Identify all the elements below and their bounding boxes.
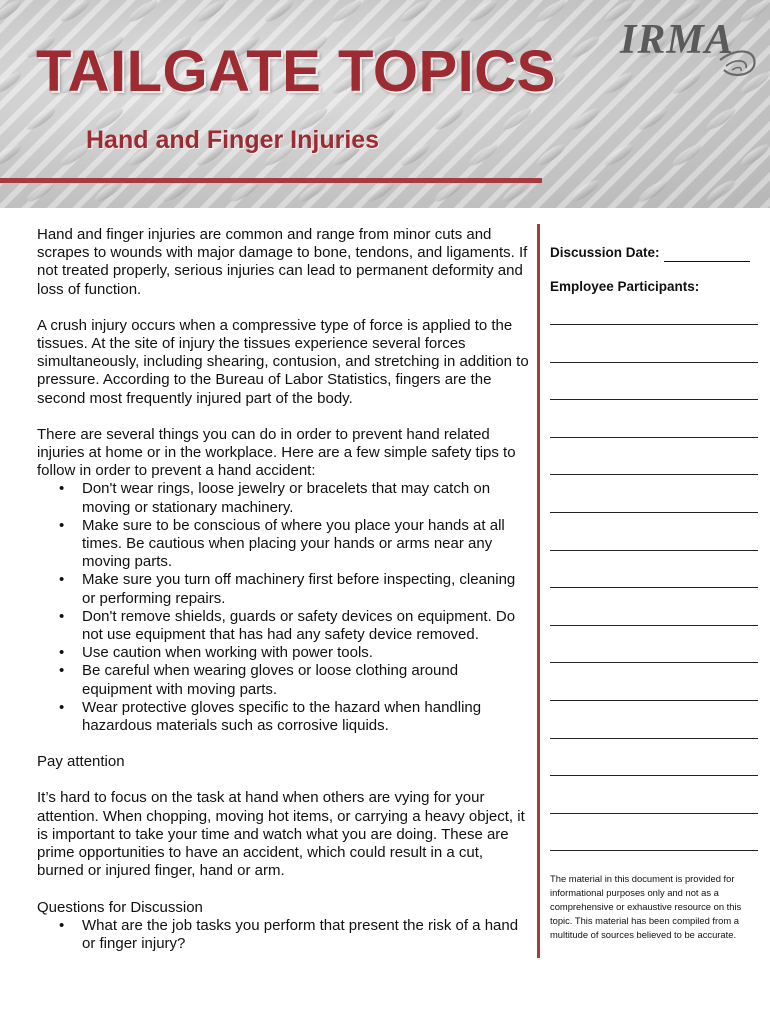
plate-diamond	[0, 141, 24, 169]
participant-line[interactable]	[550, 324, 758, 362]
list-item: • Wear protective gloves specific to the hazard when handling hazardous materials such as corrosive liquids.	[37, 699, 531, 735]
participant-line[interactable]	[550, 700, 758, 738]
tips-intro: There are several things you can do in order to prevent hand related injuries at home or in the workplace. Here are a few simple safety tips to follow in order to prevent a hand accident:	[37, 425, 516, 480]
plate-diamond	[262, 0, 296, 25]
list-item: • What are the job tasks you perform that present the risk of a hand or finger injury?	[37, 917, 531, 953]
irma-logo	[620, 16, 760, 82]
safety-tips-list	[37, 480, 531, 735]
participant-line[interactable]	[550, 437, 758, 475]
plate-diamond	[500, 105, 534, 133]
discussion-date-field[interactable]	[664, 248, 750, 262]
plate-diamond	[534, 141, 568, 169]
participant-line[interactable]	[550, 625, 758, 663]
list-item: • Use caution when working with power tools.	[37, 644, 531, 662]
participant-line[interactable]	[550, 362, 758, 400]
list-item: • Be careful when wearing gloves or loose clothing around equipment with moving parts.	[37, 662, 531, 698]
participant-lines	[550, 324, 758, 888]
participant-line[interactable]	[550, 399, 758, 437]
participant-line[interactable]	[550, 512, 758, 550]
logo-text: IRMA	[620, 17, 734, 63]
plate-diamond	[602, 141, 636, 169]
participant-line[interactable]	[550, 587, 758, 625]
plate-diamond	[704, 177, 738, 205]
plate-diamond	[194, 0, 228, 25]
header-banner	[0, 0, 770, 208]
page-subtitle: Hand and Finger Injuries	[86, 126, 380, 154]
plate-diamond	[58, 0, 92, 25]
plate-diamond	[670, 141, 704, 169]
crush-injury-paragraph: A crush injury occurs when a compressive type of force is applied to the tissues. At the site of injury the tissues experience several forces simultaneously, including shearing, contusion, and stretching in addition to pressure. According to the Bureau of Labor Statistics, fingers are the second most frequently injured part of the body.	[37, 316, 529, 407]
article-body	[37, 226, 531, 971]
discussion-date-row	[550, 244, 760, 262]
participant-line[interactable]	[550, 738, 758, 776]
list-item: • Make sure you turn off machinery first before inspecting, cleaning or performing repairs.	[37, 571, 531, 607]
page-title: TAILGATE TOPICS	[36, 39, 556, 104]
plate-diamond	[534, 0, 568, 25]
logo-swoosh-icon	[620, 16, 760, 82]
plate-diamond	[704, 105, 738, 133]
questions-heading: Questions for Discussion	[37, 898, 203, 916]
plate-diamond	[568, 177, 602, 205]
disclaimer: The material in this document is provided for informational purposes only and not as a comprehensive or exhaustive resource on this topic. This material has been compiled from a multitude of sources believed to be accurate.	[550, 873, 742, 940]
plate-diamond	[432, 105, 466, 133]
plate-diamond	[636, 177, 670, 205]
participant-line[interactable]	[550, 813, 758, 851]
plate-diamond	[398, 141, 432, 169]
list-item: • Don't remove shields, guards or safety devices on equipment. Do not use equipment that has had any safety device removed.	[37, 608, 531, 644]
list-item: • Make sure to be conscious of where you place your hands at all times. Be cautious when placing your hands or arms near any moving parts.	[37, 517, 531, 572]
participant-line[interactable]	[550, 474, 758, 512]
plate-diamond	[330, 0, 364, 25]
intro-paragraph: Hand and finger injuries are common and range from minor cuts and scrapes to wounds with major damage to bone, tendons, and ligaments. If not treated properly, serious injuries can lead to permanent deformity and loss of function.	[37, 226, 528, 298]
plate-diamond	[0, 69, 24, 97]
plate-diamond	[126, 0, 160, 25]
discussion-date-label: Discussion Date:	[550, 245, 660, 260]
plate-diamond	[636, 105, 670, 133]
sidebar-divider	[537, 224, 540, 958]
questions-list	[37, 917, 531, 953]
participants-label: Employee Participants:	[550, 279, 700, 294]
plate-diamond	[466, 141, 500, 169]
list-item: • Don't wear rings, loose jewelry or bracelets that may catch on moving or stationary machinery.	[37, 480, 531, 516]
plate-diamond	[738, 141, 770, 169]
sidebar	[550, 244, 760, 296]
participant-line[interactable]	[550, 775, 758, 813]
plate-diamond	[568, 33, 602, 61]
plate-diamond	[398, 0, 432, 25]
plate-diamond	[24, 105, 58, 133]
plate-diamond	[568, 105, 602, 133]
pay-attention-paragraph: It’s hard to focus on the task at hand when others are vying for your attention. When chopping, moving hot items, or carrying a heavy object, it is important to take your time and watch what you are doing. These are prime opportunities to have an accident, which could result in a cut, burned or injured finger, hand or arm.	[37, 789, 525, 880]
plate-diamond	[0, 0, 24, 25]
plate-diamond	[466, 0, 500, 25]
pay-attention-heading: Pay attention	[37, 753, 125, 771]
participant-line[interactable]	[550, 550, 758, 588]
header-rule	[0, 178, 542, 183]
participant-line[interactable]	[550, 662, 758, 700]
